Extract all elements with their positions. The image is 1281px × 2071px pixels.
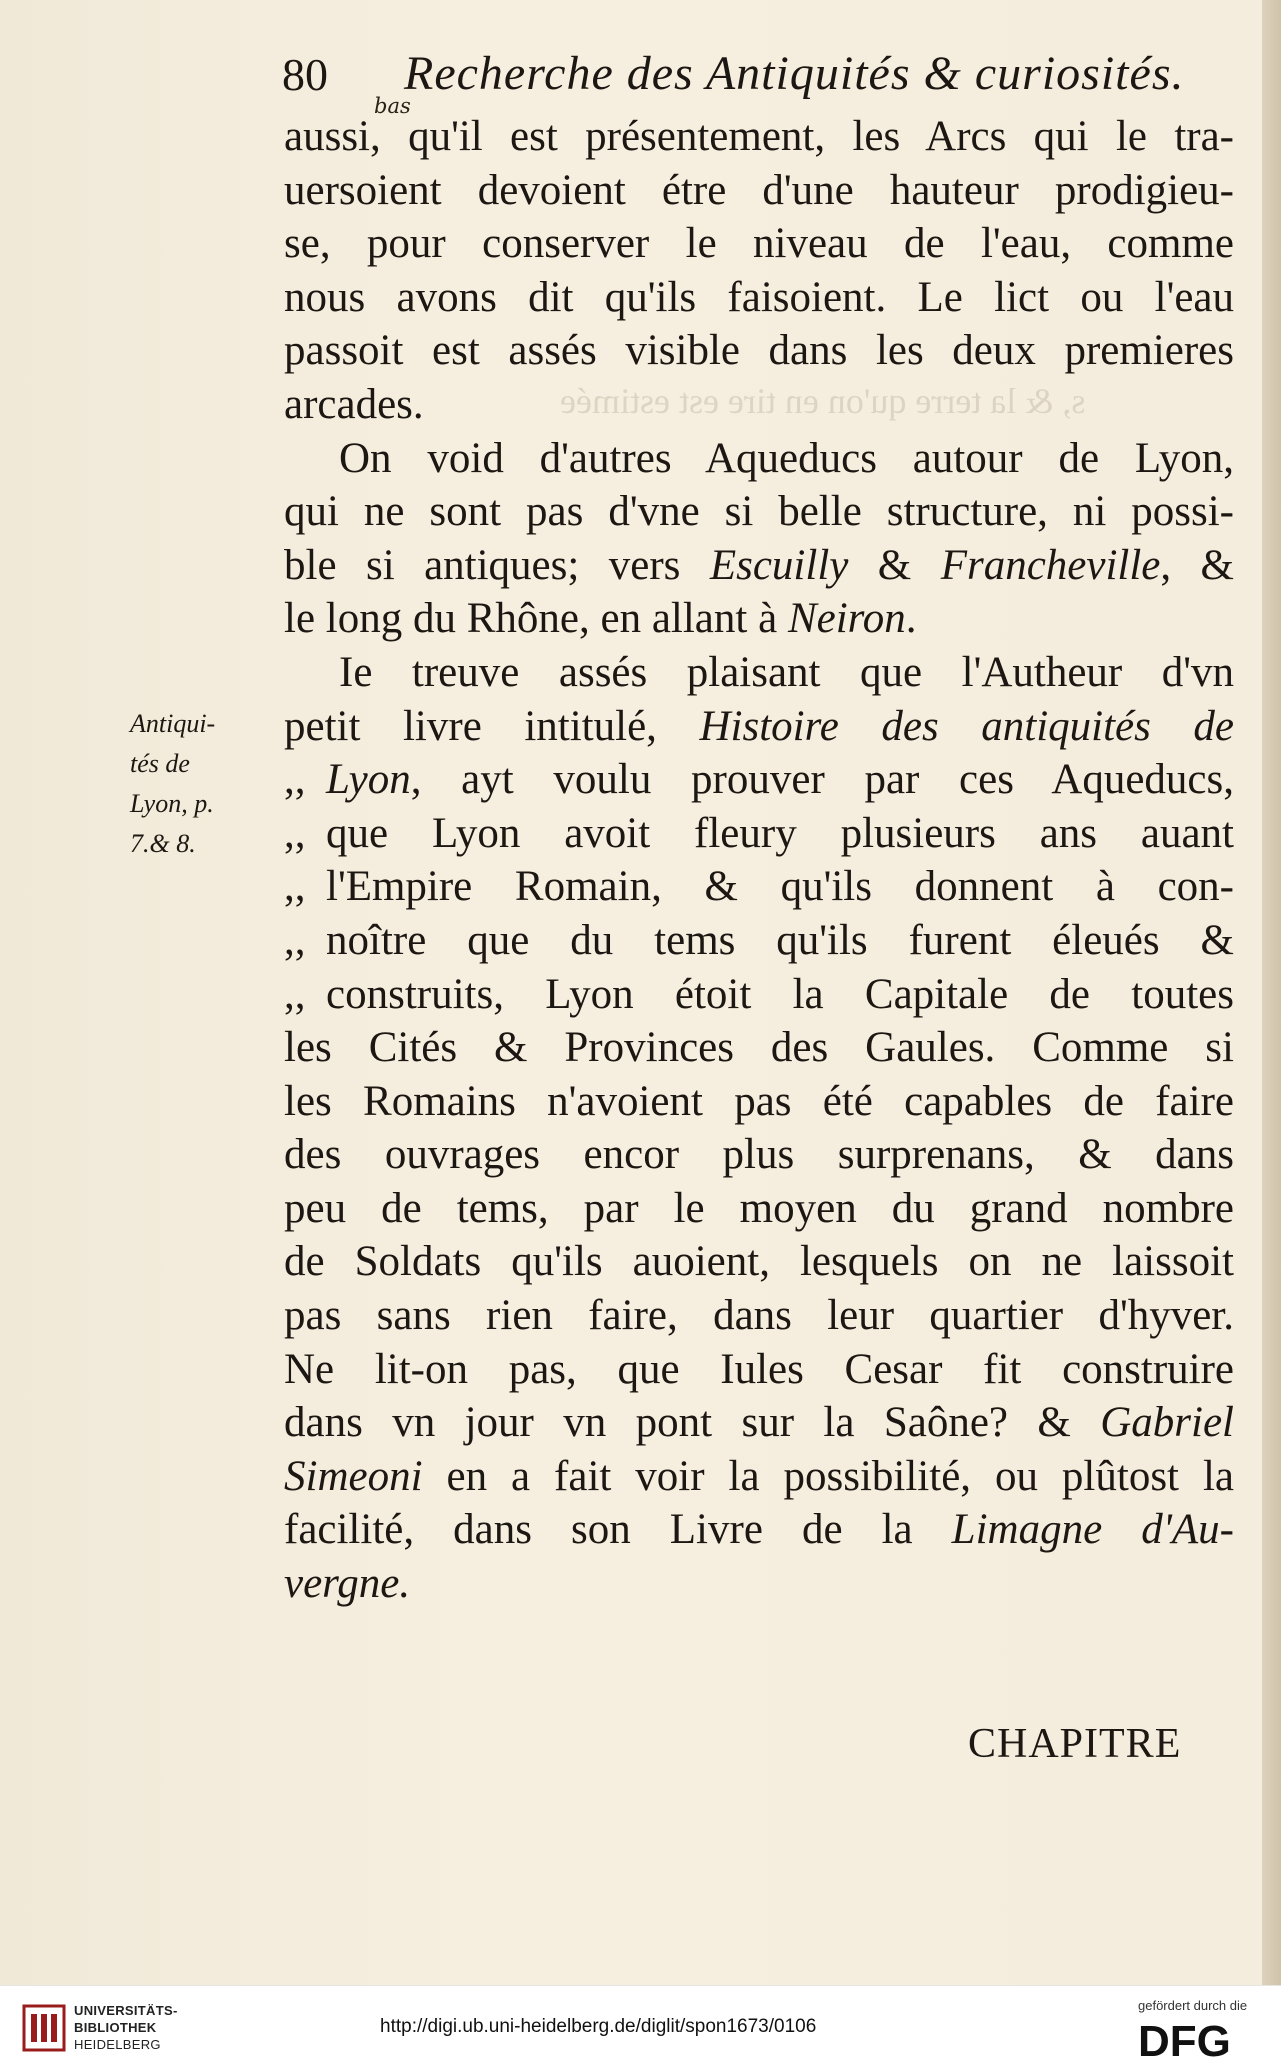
text-line xyxy=(284,1128,1234,1182)
text-line xyxy=(284,1289,1234,1343)
text-line xyxy=(284,217,1234,271)
margin-note xyxy=(130,704,280,864)
text-line-content: les Romains n'avoient pas été capables de faire xyxy=(284,1077,1234,1125)
page-header xyxy=(282,42,1242,112)
dfg-logo-text: DFG xyxy=(1138,2018,1231,2062)
text-line-content: passoit est assés visible dans les deux premieres xyxy=(284,327,1234,375)
bleed-through-text: s, & la terre qu'on en tire est estimée xyxy=(560,381,1086,421)
text-line xyxy=(284,485,1234,539)
text-line-content: le long du Rhône, en allant à Neiron. xyxy=(284,595,917,643)
text-line xyxy=(284,1235,1234,1289)
text-line-content: Ne lit-on pas, que Iules Cesar fit construire xyxy=(284,1345,1234,1393)
running-title: Recherche des Antiquités & curiosités. xyxy=(404,47,1185,100)
text-line-content: ble si antiques; vers Escuilly & Francheville, & xyxy=(284,541,1235,589)
text-line xyxy=(284,110,1234,164)
body-text xyxy=(284,110,1234,1611)
text-line-content: les Cités & Provinces des Gaules. Comme si xyxy=(284,1024,1234,1072)
text-line-content: aussi, qu'il est présentement, les Arcs qui le tra- xyxy=(284,113,1234,160)
text-line-content: Lyon, ayt voulu prouver par ces Aqueducs, xyxy=(326,756,1234,804)
university-library-logo-icon xyxy=(22,2004,66,2052)
margin-note-line: 7.& 8. xyxy=(130,829,196,858)
text-line xyxy=(284,860,1234,914)
text-line-content: Ie treuve assés plaisant que l'Autheur d'vn xyxy=(339,648,1234,696)
library-name-line: UNIVERSITÄTS- xyxy=(74,2003,178,2018)
text-line xyxy=(284,914,1234,968)
text-line xyxy=(284,324,1234,378)
page-edge xyxy=(1262,0,1281,1985)
funding-caption: gefördert durch die xyxy=(1138,1998,1248,2013)
viewer-footer xyxy=(0,1985,1281,2071)
text-line xyxy=(284,1503,1234,1557)
text-line xyxy=(284,1182,1234,1236)
text-line xyxy=(284,1343,1234,1397)
text-line-content: qui ne sont pas d'vne si belle structure, ni possi- xyxy=(284,488,1234,536)
text-line-content: peu de tems, par le moyen du grand nombre xyxy=(284,1184,1234,1232)
text-line xyxy=(284,968,1234,1022)
margin-note-line: Antiqui- xyxy=(130,709,216,738)
text-line-content: uersoient devoient étre d'une hauteur prodigieu- xyxy=(284,166,1234,214)
quotation-mark: ,, xyxy=(284,970,306,1018)
margin-note-line: Lyon, p. xyxy=(130,789,214,818)
text-line-content: pas sans rien faire, dans leur quartier d'hyver. xyxy=(284,1292,1234,1340)
text-line-content: facilité, dans son Livre de la Limagne d'Au- xyxy=(284,1506,1234,1554)
text-line-content: arcades. xyxy=(284,380,424,428)
handwritten-gloss: bas xyxy=(374,94,411,118)
text-line-content: Simeoni en a fait voir la possibilité, ou plûtost la xyxy=(284,1452,1234,1500)
text-line-content: des ouvrages encor plus surprenans, & dans xyxy=(284,1131,1234,1179)
text-line xyxy=(284,646,1234,700)
permalink-url[interactable]: http://digi.ub.uni-heidelberg.de/diglit/spon1673/0106 xyxy=(380,2016,817,2037)
text-line xyxy=(284,1450,1234,1504)
text-line-content: vergne. xyxy=(284,1560,411,1608)
dfg-logo-icon xyxy=(1138,2018,1262,2062)
text-line-content: construits, Lyon étoit la Capitale de toutes xyxy=(326,970,1234,1018)
text-line xyxy=(284,1021,1234,1075)
text-line xyxy=(284,1396,1234,1450)
text-line-content: noître que du tems qu'ils furent éleués & xyxy=(326,916,1234,964)
page-number: 80 xyxy=(282,49,328,100)
text-line-content: se, pour conserver le niveau de l'eau, comme xyxy=(284,220,1234,268)
text-line-content: petit livre intitulé, Histoire des antiquités de xyxy=(284,702,1234,750)
text-line-content: nous avons dit qu'ils faisoient. Le lict ou l'eau xyxy=(284,273,1234,321)
library-name xyxy=(74,2002,178,2053)
text-line-content: que Lyon avoit fleury plusieurs ans auant xyxy=(326,809,1234,857)
text-line xyxy=(284,539,1234,593)
text-line-content: de Soldats qu'ils auoient, lesquels on ne laissoit xyxy=(284,1238,1234,1286)
text-line xyxy=(284,271,1234,325)
text-line xyxy=(284,807,1234,861)
text-line xyxy=(284,432,1234,486)
text-line xyxy=(284,164,1234,218)
text-line xyxy=(284,592,1234,646)
text-line xyxy=(284,1075,1234,1129)
library-name-line: HEIDELBERG xyxy=(74,2037,161,2052)
text-line-content: l'Empire Romain, & qu'ils donnent à con- xyxy=(326,863,1234,911)
text-line xyxy=(284,753,1234,807)
text-line-content: On void d'autres Aqueducs autour de Lyon, xyxy=(339,434,1234,482)
quotation-mark: ,, xyxy=(284,916,306,964)
margin-note-line: tés de xyxy=(130,749,190,778)
text-line xyxy=(284,1557,1234,1611)
text-line xyxy=(284,378,1234,432)
text-line-content: dans vn jour vn pont sur la Saône? & Gabriel xyxy=(284,1399,1234,1447)
quotation-mark: ,, xyxy=(284,863,306,911)
catchword: CHAPITRE xyxy=(968,1721,1182,1767)
quotation-mark: ,, xyxy=(284,809,306,857)
quotation-mark: ,, xyxy=(284,756,306,804)
library-name-line: BIBLIOTHEK xyxy=(74,2020,157,2035)
text-line xyxy=(284,700,1234,754)
